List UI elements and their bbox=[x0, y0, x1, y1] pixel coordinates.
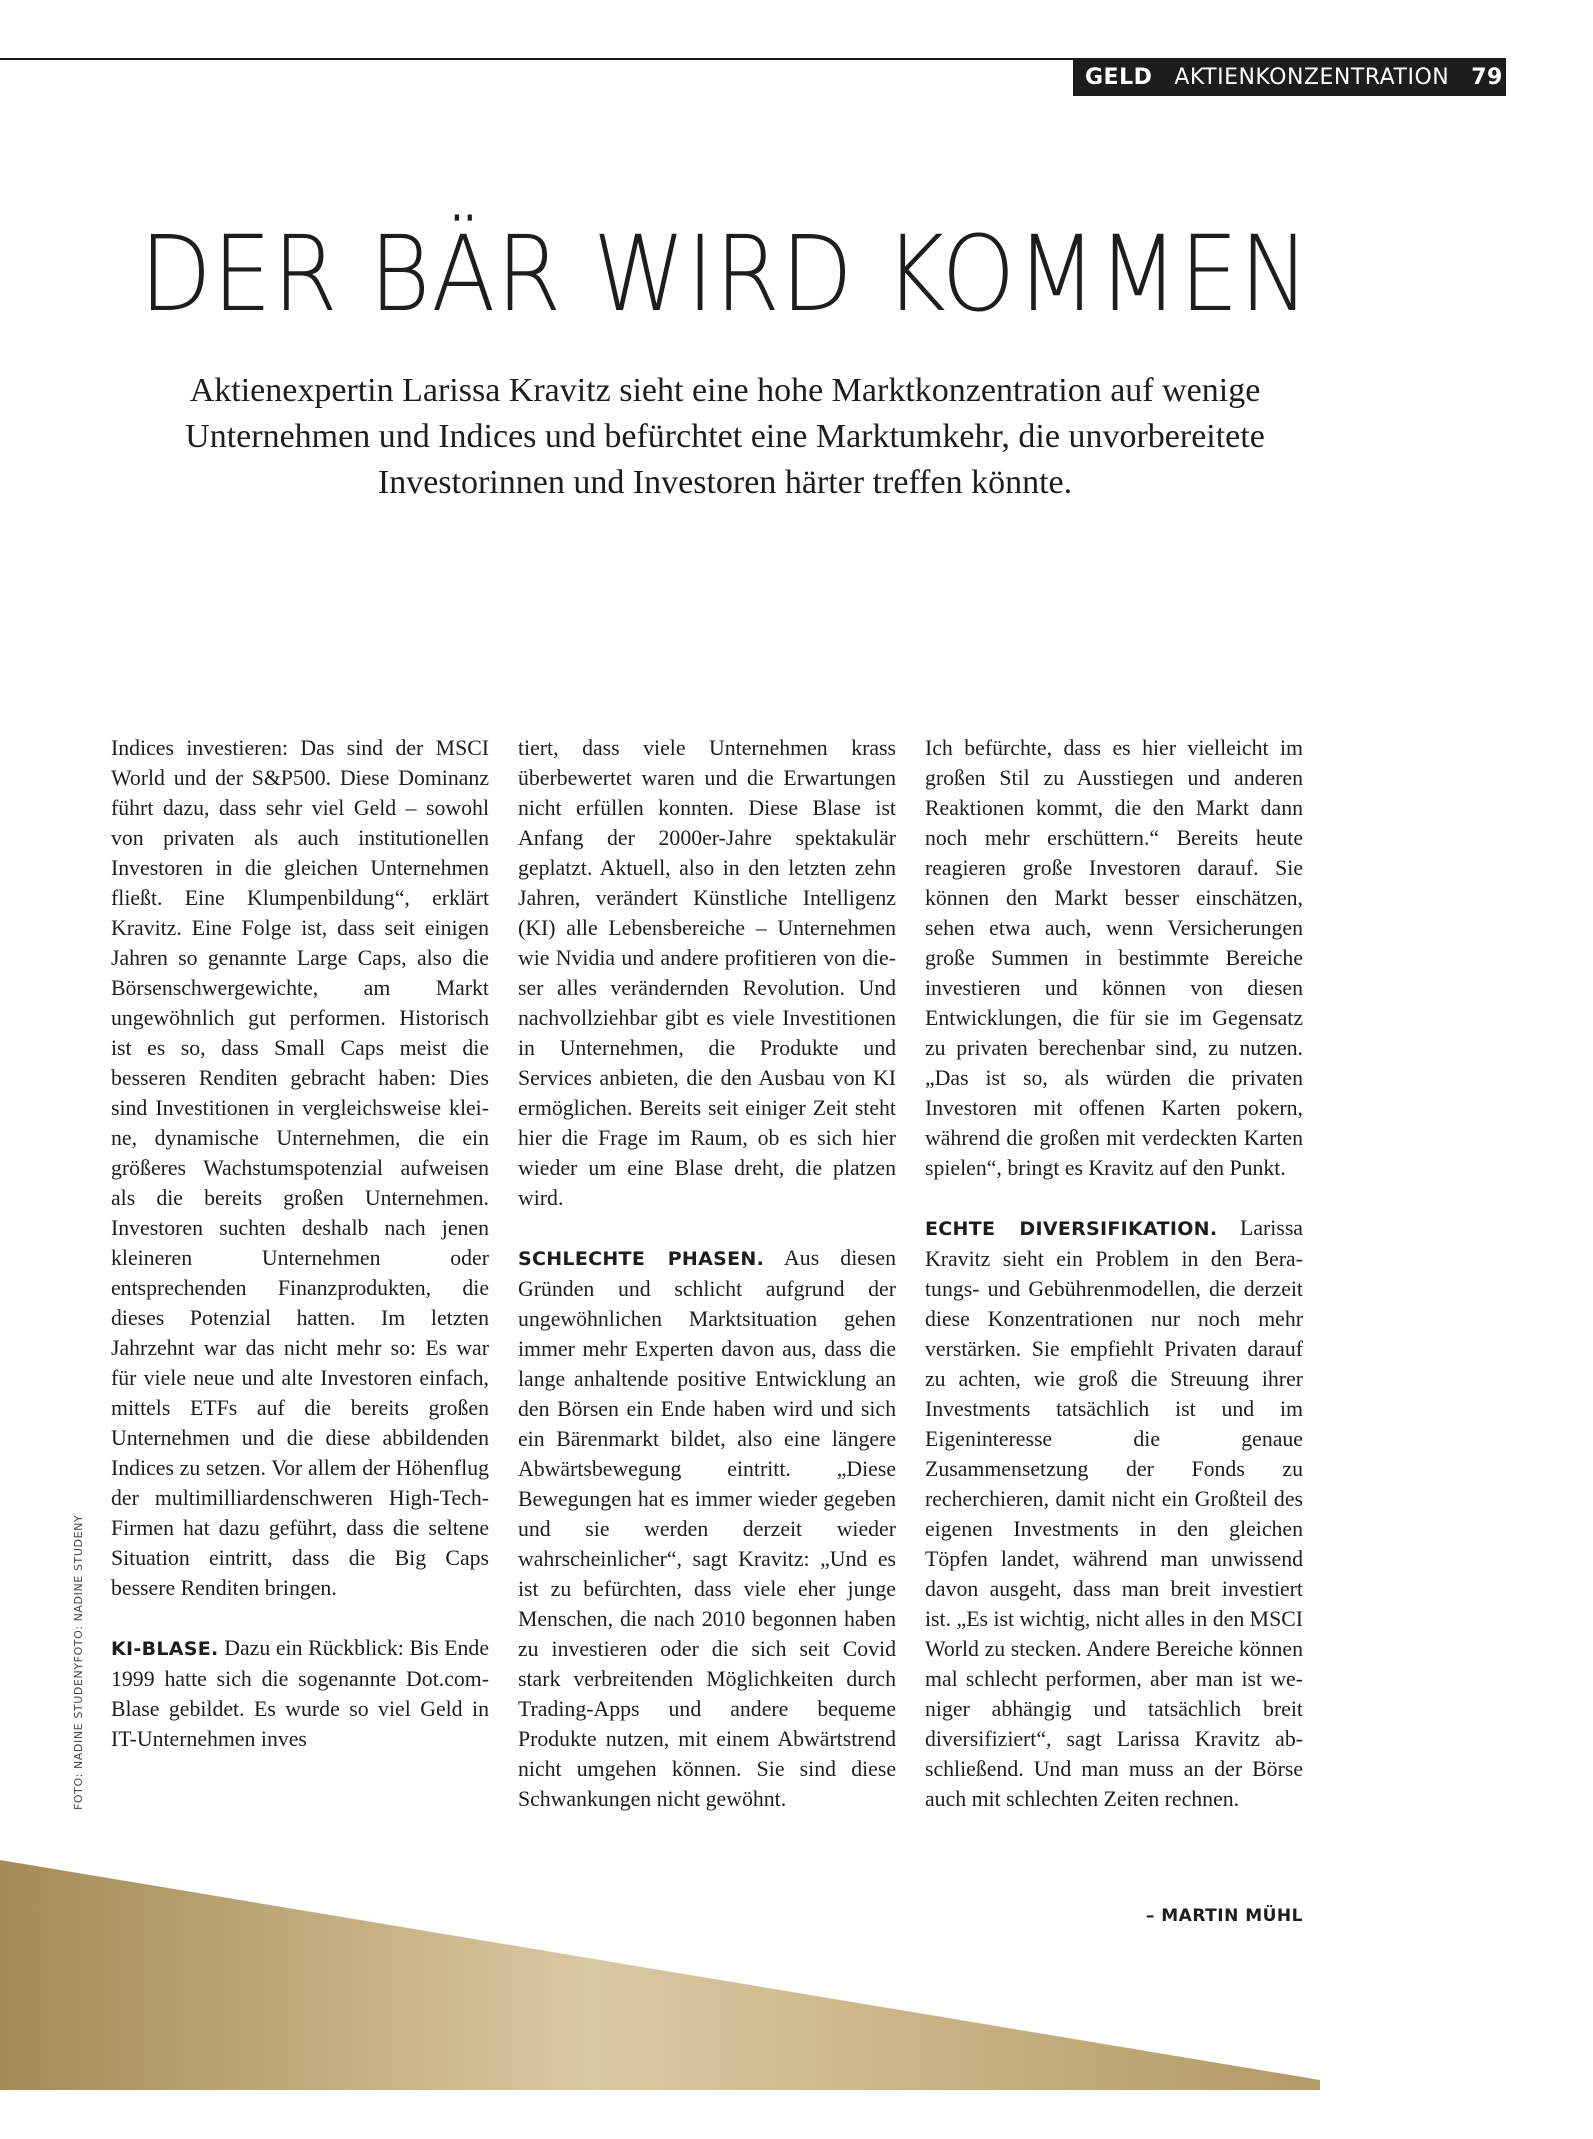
article-lead: Aktienexpertin Larissa Kravitz sieht eine hohe Marktkonzentration auf wenige Unternehmen und Indices und befürchtet eine Marktumkehr, die unvorbereitete Investorinnen und Investoren härter treffen könnte. bbox=[185, 372, 1265, 501]
subhead-ki-blase: KI-BLASE. bbox=[111, 1638, 219, 1660]
page-number: 79 bbox=[1471, 65, 1503, 90]
article-headline: DER BÄR WIRD KOMMEN bbox=[139, 213, 1311, 335]
column-2-paragraph-2 bbox=[518, 1243, 896, 1814]
photo-credit: FOTO: NADINE STUDENYFOTO: NADINE STUDENY bbox=[72, 1514, 85, 1810]
column-3-paragraph-1: Ich befürchte, dass es hier vielleicht im großen Stil zu Ausstiegen und anderen Reaktionen kommt, die den Markt dann noch mehr erschüttern.“ Bereits heute reagieren große Investoren darauf. Sie können den Markt besser einschätzen, sehen etwa auch, wenn Versicherungen große Summen in bestimmte Bereiche investieren und können von diesen Entwicklungen, die für sie im Gegensatz zu privaten berechenbar sind, zu nutzen. „Das ist so, als würden die privaten Investoren mit offenen Karten pokern, während die großen mit verdeckten Karten spielen“, bringt es Kravitz auf den Punkt. bbox=[925, 736, 1303, 1180]
column-1-paragraph-2-body: Dazu ein Rückblick: Bis Ende 1999 hatte sich die sogenannte Dot.com-Blase gebildet. Es wurde so viel Geld in IT-Unternehmen inves bbox=[111, 1636, 489, 1751]
column-1-paragraph-1: Indices investieren: Das sind der MSCI World und der S&P500. Diese Dominanz führt dazu, dass sehr viel Geld – sowohl von privaten als auch institutionellen Investoren in die gleichen Unternehmen fließt. Eine Klumpenbildung“, erklärt Kravitz. Eine Folge ist, dass seit einigen Jahren so genannte Large Caps, also die Börsenschwergewichte, am Markt ungewöhnlich gut performen. Historisch ist es so, dass Small Caps meist die besseren Renditen gebracht haben: Dies sind Investitionen in vergleichsweise kleine, dynamische Unternehmen, die ein größeres Wachstumspotenzial aufweisen als die bereits großen Unternehmen. Investoren suchten deshalb nach jenen kleineren Unternehmen oder entsprechenden Finanzprodukten, die dieses Potenzial hatten. Im letzten Jahrzehnt war das nicht mehr so: Es war für viele neue und alte Investoren einfach, mittels ETFs auf die bereits großen Unternehmen und die diese abbildenden Indices zu setzen. Vor allem der Höhenflug der multimilliardenschweren High-Tech-Firmen hat dazu geführt, dass die seltene Situation eintritt, dass die Big Caps bessere Renditen bringen. bbox=[111, 736, 489, 1600]
column-1 bbox=[111, 733, 489, 1754]
subhead-schlechte-phasen: SCHLECHTE PHASEN. bbox=[518, 1248, 765, 1270]
column-2 bbox=[518, 733, 896, 1814]
running-header bbox=[1073, 59, 1506, 96]
author-byline: – MARTIN MÜHL bbox=[1145, 1906, 1303, 1926]
column-2-paragraph-1: tiert, dass viele Unternehmen krass überbewertet waren und die Erwartungen nicht erfüllen konnten. Diese Blase ist Anfang der 2000er-Jahre spektakulär geplatzt. Aktuell, also in den letzten zehn Jahren, verändert Künstliche Intelligenz (KI) alle Lebensbereiche – Unternehmen wie Nvidia und andere profitieren von dieser alles verändernden Revolution. Und nachvollziehbar gibt es viele Investitionen in Unternehmen, die Produkte und Services anbieten, die den Ausbau von KI ermöglichen. Bereits seit einiger Zeit steht hier die Frage im Raum, ob es sich hier wieder um eine Blase dreht, die platzen wird. bbox=[518, 736, 896, 1210]
gold-decorative-band bbox=[0, 1860, 1320, 2090]
topic-label: AKTIENKONZENTRATION bbox=[1174, 65, 1450, 90]
column-3-paragraph-2-body: Larissa Kravitz sieht ein Problem in den Beratungs- und Gebührenmodellen, die derzeit diese Konzentrationen nur noch mehr verstärken. Sie empfiehlt Privaten darauf zu achten, wie groß die Streuung ihrer Investments tatsächlich ist und im Eigeninteresse die genaue Zusammensetzung der Fonds zu recherchieren, damit nicht ein Großteil des eigenen Investments in den gleichen Töpfen landet, während man unwissend davon ausgeht, dass man breit investiert ist. „Es ist wichtig, nicht alles in den MSCI World zu stecken. Andere Bereiche können mal schlecht performen, aber man ist weniger abhängig und tatsächlich breit diversifiziert“, sagt Larissa Kravitz abschließend. Und man muss an der Börse auch mit schlechten Zeiten rechnen. bbox=[925, 1216, 1303, 1811]
subhead-echte-diversifikation: ECHTE DIVERSIFIKATION. bbox=[925, 1218, 1218, 1240]
column-3-paragraph-2 bbox=[925, 1213, 1303, 1814]
column-1-paragraph-2 bbox=[111, 1633, 489, 1754]
column-3 bbox=[925, 733, 1303, 1814]
section-label: GELD bbox=[1085, 65, 1153, 90]
column-2-paragraph-2-body: Aus diesen Gründen und schlicht aufgrund der ungewöhnlichen Marktsituation gehen immer mehr Experten davon aus, dass die lange anhaltende positive Entwicklung an den Börsen ein Ende haben wird und sich ein Bärenmarkt bildet, also eine längere Abwärtsbewegung eintritt. „Diese Bewegungen hat es immer wieder gegeben und sie werden derzeit wieder wahrscheinlicher“, sagt Kravitz: „Und es ist zu befürchten, dass viele eher junge Menschen, die nach 2010 begonnen haben zu investieren oder die sich seit Covid stark verbreitenden Möglichkeiten durch Trading-Apps und andere bequeme Produkte nutzen, mit einem Abwärtstrend nicht umgehen können. Sie sind diese Schwankungen nicht gewöhnt. bbox=[518, 1246, 896, 1811]
